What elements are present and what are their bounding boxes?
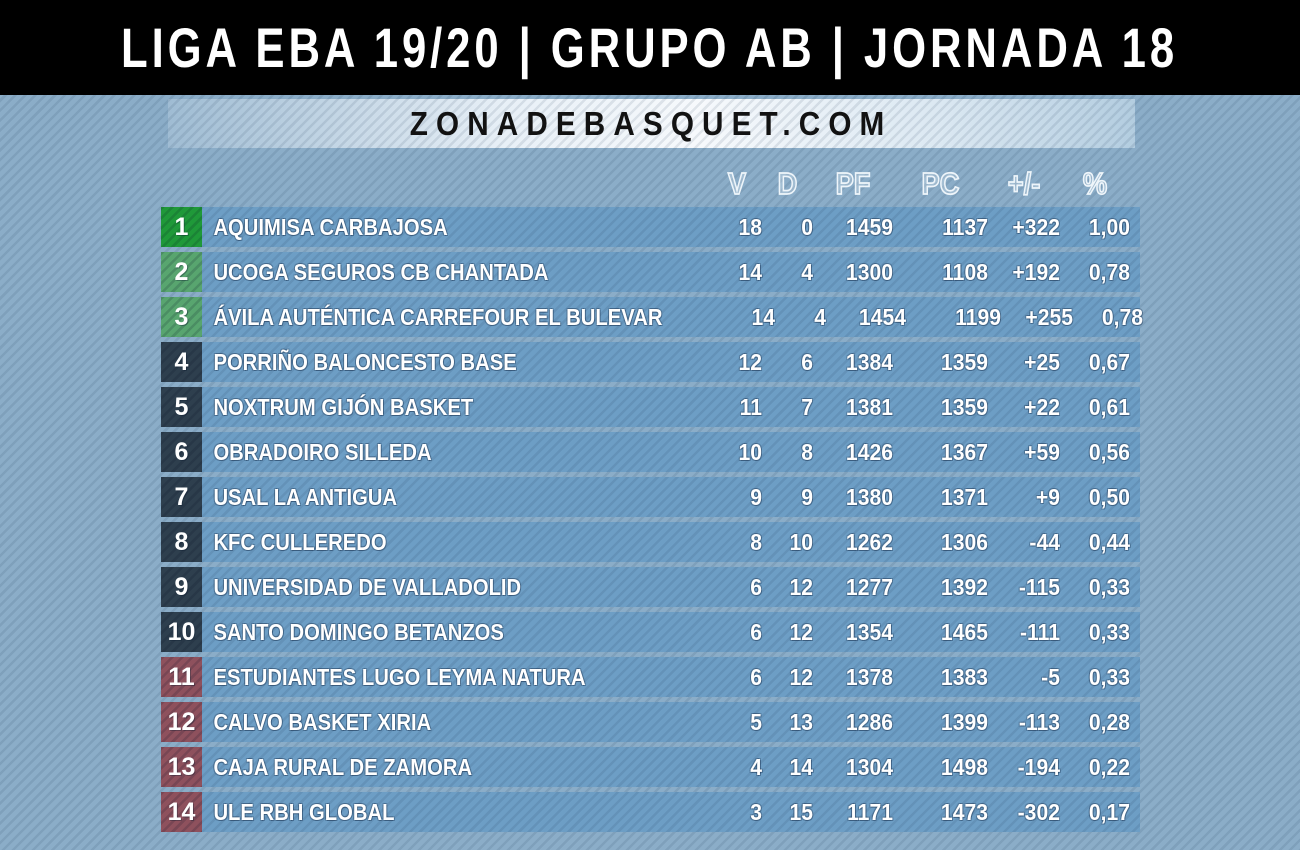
stat-losses: 14 xyxy=(789,753,813,780)
stat-diff: +192 xyxy=(1012,258,1060,285)
stat-losses: 10 xyxy=(789,528,813,555)
team-name: UCOGA SEGUROS CB CHANTADA xyxy=(213,258,549,285)
stat-points-for: 1378 xyxy=(845,663,893,690)
stat-diff: -5 xyxy=(1041,663,1060,690)
stat-losses: 13 xyxy=(789,708,813,735)
rank-badge: 10 xyxy=(161,612,202,652)
rank-badge: 2 xyxy=(161,252,202,292)
stat-losses: 12 xyxy=(789,618,813,645)
stat-diff: -194 xyxy=(1017,753,1060,780)
stat-wins: 14 xyxy=(751,303,776,330)
team-name: CALVO BASKET XIRIA xyxy=(213,708,432,735)
stat-points-against: 1371 xyxy=(940,483,988,510)
stat-points-for: 1286 xyxy=(845,708,893,735)
table-row xyxy=(161,297,1144,337)
team-name: SANTO DOMINGO BETANZOS xyxy=(213,618,504,645)
stat-pct: 0,33 xyxy=(1088,618,1130,645)
stat-pct: 0,17 xyxy=(1088,798,1130,825)
stat-wins: 10 xyxy=(738,438,762,465)
stat-points-against: 1359 xyxy=(940,393,988,420)
stat-points-for: 1277 xyxy=(845,573,893,600)
table-row xyxy=(161,522,1140,562)
rank-badge: 12 xyxy=(161,702,202,742)
table-row xyxy=(161,207,1140,247)
stat-pct: 0,33 xyxy=(1088,663,1130,690)
stat-points-against: 1306 xyxy=(940,528,988,555)
stat-pct: 0,78 xyxy=(1102,303,1144,330)
column-header-team xyxy=(233,199,682,202)
stat-losses: 6 xyxy=(801,348,813,375)
stat-diff: -44 xyxy=(1029,528,1060,555)
stat-diff: -111 xyxy=(1019,618,1060,645)
stat-diff: +22 xyxy=(1024,393,1060,420)
title-banner xyxy=(0,0,1300,95)
stat-diff: +9 xyxy=(1035,483,1060,510)
column-header-diff: +/- xyxy=(1007,166,1041,201)
table-row xyxy=(161,477,1140,517)
stat-pct: 0,67 xyxy=(1088,348,1130,375)
table-header-row xyxy=(161,156,1140,202)
rank-badge: 14 xyxy=(161,792,202,832)
stat-wins: 18 xyxy=(738,213,762,240)
table-row xyxy=(161,747,1140,787)
stat-pct: 0,22 xyxy=(1088,753,1130,780)
rank-badge: 11 xyxy=(161,657,202,697)
rank-badge: 8 xyxy=(161,522,202,562)
rank-badge: 5 xyxy=(161,387,202,427)
stat-diff: +255 xyxy=(1025,303,1074,330)
stat-pct: 0,28 xyxy=(1088,708,1130,735)
stat-diff: +59 xyxy=(1024,438,1060,465)
stat-losses: 4 xyxy=(814,303,827,330)
stat-points-for: 1380 xyxy=(845,483,893,510)
standings-table xyxy=(161,207,1144,837)
table-row xyxy=(161,702,1140,742)
stat-points-against: 1199 xyxy=(955,303,1002,330)
team-name: ÁVILA AUTÉNTICA CARREFOUR EL BULEVAR xyxy=(213,303,663,330)
stat-points-against: 1367 xyxy=(940,438,988,465)
column-header-d: D xyxy=(777,166,798,201)
stat-losses: 9 xyxy=(801,483,813,510)
stat-losses: 12 xyxy=(789,663,813,690)
team-name: UNIVERSIDAD DE VALLADOLID xyxy=(213,573,522,600)
stat-points-against: 1108 xyxy=(942,258,988,285)
stat-losses: 0 xyxy=(801,213,813,240)
stat-points-for: 1300 xyxy=(845,258,893,285)
rank-badge: 3 xyxy=(161,297,202,337)
stat-points-against: 1473 xyxy=(940,798,988,825)
team-name: USAL LA ANTIGUA xyxy=(213,483,398,510)
stat-pct: 0,44 xyxy=(1088,528,1130,555)
stat-wins: 3 xyxy=(750,798,762,825)
column-header-pc: PC xyxy=(921,166,960,201)
stat-points-for: 1459 xyxy=(845,213,893,240)
stat-wins: 6 xyxy=(750,573,762,600)
stat-pct: 0,50 xyxy=(1088,483,1130,510)
table-row xyxy=(161,612,1140,652)
stat-pct: 0,56 xyxy=(1088,438,1130,465)
stat-wins: 6 xyxy=(750,663,762,690)
team-name: CAJA RURAL DE ZAMORA xyxy=(213,753,473,780)
stat-points-for: 1354 xyxy=(845,618,893,645)
stat-wins: 9 xyxy=(750,483,762,510)
stat-pct: 1,00 xyxy=(1088,213,1130,240)
stat-pct: 0,33 xyxy=(1088,573,1130,600)
rank-badge: 13 xyxy=(161,747,202,787)
column-header-v: V xyxy=(727,166,747,201)
table-row xyxy=(161,252,1140,292)
table-row xyxy=(161,567,1140,607)
team-name: ULE RBH GLOBAL xyxy=(213,798,395,825)
stat-points-against: 1498 xyxy=(940,753,988,780)
rank-badge: 7 xyxy=(161,477,202,517)
stat-points-for: 1304 xyxy=(845,753,893,780)
table-row xyxy=(161,342,1140,382)
rank-badge: 9 xyxy=(161,567,202,607)
stat-points-against: 1465 xyxy=(940,618,988,645)
team-name: KFC CULLEREDO xyxy=(213,528,387,555)
stat-points-against: 1137 xyxy=(942,213,988,240)
stat-points-against: 1392 xyxy=(940,573,988,600)
stat-pct: 0,78 xyxy=(1088,258,1130,285)
table-row xyxy=(161,657,1140,697)
stat-losses: 4 xyxy=(801,258,813,285)
table-row xyxy=(161,432,1140,472)
stat-wins: 12 xyxy=(738,348,762,375)
team-name: OBRADOIRO SILLEDA xyxy=(213,438,432,465)
stat-losses: 12 xyxy=(789,573,813,600)
stat-points-for: 1454 xyxy=(859,303,907,330)
stat-points-against: 1399 xyxy=(940,708,988,735)
stat-diff: -113 xyxy=(1018,708,1060,735)
table-row xyxy=(161,387,1140,427)
team-name: PORRIÑO BALONCESTO BASE xyxy=(213,348,517,375)
stat-wins: 4 xyxy=(750,753,762,780)
stat-wins: 11 xyxy=(739,393,762,420)
column-header-pf: PF xyxy=(835,166,871,201)
stat-diff: -302 xyxy=(1017,798,1060,825)
stat-wins: 14 xyxy=(738,258,762,285)
stat-points-for: 1262 xyxy=(845,528,893,555)
stat-points-against: 1359 xyxy=(940,348,988,375)
website-url: ZONADEBASQUET.COM xyxy=(410,104,893,142)
stat-points-for: 1171 xyxy=(847,798,893,825)
website-band xyxy=(168,99,1135,148)
stat-wins: 8 xyxy=(750,528,762,555)
stat-wins: 6 xyxy=(750,618,762,645)
stat-points-for: 1381 xyxy=(845,393,893,420)
stat-points-for: 1384 xyxy=(845,348,893,375)
rank-badge: 6 xyxy=(161,432,202,472)
table-row xyxy=(161,792,1140,832)
stat-losses: 15 xyxy=(789,798,813,825)
column-header-pct: % xyxy=(1082,166,1108,201)
stat-points-against: 1383 xyxy=(940,663,988,690)
rank-badge: 4 xyxy=(161,342,202,382)
stat-losses: 7 xyxy=(801,393,813,420)
stat-diff: +25 xyxy=(1024,348,1060,375)
rank-badge: 1 xyxy=(161,207,202,247)
stat-points-for: 1426 xyxy=(845,438,893,465)
team-name: AQUIMISA CARBAJOSA xyxy=(213,213,448,240)
stat-wins: 5 xyxy=(750,708,762,735)
page-title: LIGA EBA 19/20 | GRUPO AB | JORNADA 18 xyxy=(121,16,1179,79)
stat-diff: +322 xyxy=(1012,213,1060,240)
stat-diff: -115 xyxy=(1018,573,1060,600)
column-header-rank xyxy=(163,199,199,202)
stat-losses: 8 xyxy=(801,438,813,465)
team-name: NOXTRUM GIJÓN BASKET xyxy=(213,393,474,420)
stat-pct: 0,61 xyxy=(1088,393,1130,420)
team-name: ESTUDIANTES LUGO LEYMA NATURA xyxy=(213,663,586,690)
